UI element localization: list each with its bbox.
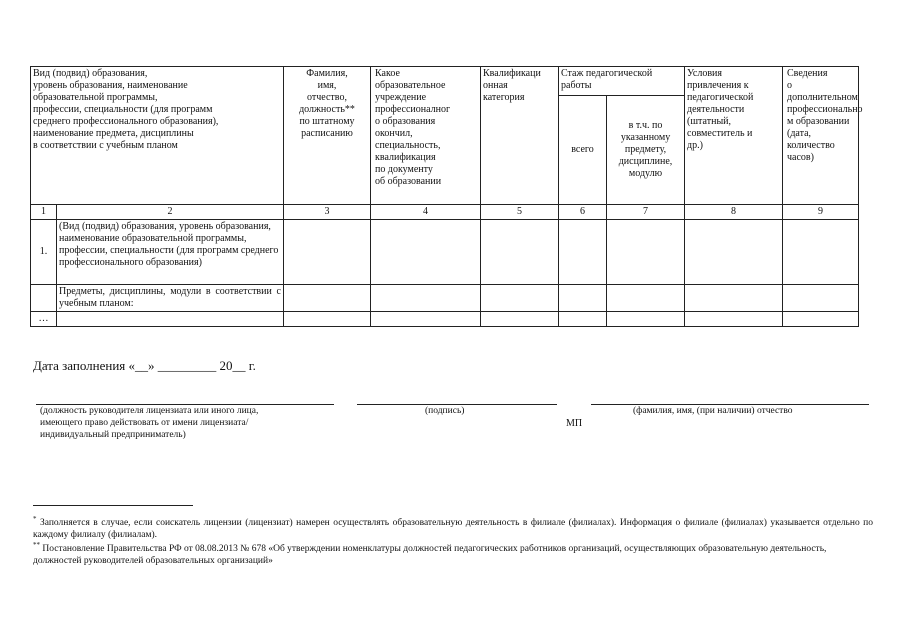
empty-cell (783, 312, 859, 327)
empty-cell (284, 285, 371, 312)
empty-cell (685, 285, 783, 312)
empty-cell (31, 285, 57, 312)
header-col-4: Какое образовательное учреждение профессионалног о образования окончил, специальность, квалификация по документу об образовании (371, 67, 481, 205)
column-number: 4 (371, 205, 481, 220)
column-number: 8 (685, 205, 783, 220)
empty-cell (284, 312, 371, 327)
empty-cell (481, 285, 559, 312)
footnote-1-mark: * (33, 515, 37, 523)
column-number: 6 (559, 205, 607, 220)
empty-cell (371, 220, 481, 285)
footnote-2-mark: ** (33, 541, 40, 549)
header-col-5: Квалификаци онная категория (481, 67, 559, 205)
empty-cell (607, 285, 685, 312)
empty-cell (607, 220, 685, 285)
empty-cell (481, 312, 559, 327)
table-row (31, 312, 859, 327)
stamp-label: МП (566, 418, 583, 429)
empty-cell (481, 220, 559, 285)
footnote-1-text: Заполняется в случае, если соискатель лицензии (лицензиат) намерен осуществлять образовательную деятельность в филиале (филиалах). Информация о филиале (филиалах) указывается отдельно по каждому филиалу (филиалам). (33, 518, 874, 541)
row-subjects-text: Предметы, дисциплины, модули в соответствии с учебным планом: (57, 285, 284, 312)
empty-cell (685, 220, 783, 285)
column-number: 5 (481, 205, 559, 220)
empty-cell (685, 312, 783, 327)
header-col-3: Фамилия, имя, отчество, должность** по штатному расписанию (284, 67, 371, 205)
footnote-2-text: Постановление Правительства РФ от 08.08.2013 № 678 «Об утверждении номенклатуры должностей педагогических работников организаций, осуществляющих образовательную деятельность, должностей руководителей образовательных организаций» (33, 544, 827, 567)
column-number: 1 (31, 205, 57, 220)
empty-cell (559, 312, 607, 327)
header-col-9: Сведения о дополнительном профессионально м образовании (дата, количество часов) (783, 67, 859, 205)
empty-cell (371, 285, 481, 312)
footnote-separator (33, 505, 193, 506)
empty-cell (559, 285, 607, 312)
empty-cell (783, 285, 859, 312)
footnote-2 (33, 539, 873, 567)
column-number: 2 (57, 205, 284, 220)
signature-name-caption: (фамилия, имя, (при наличии) отчество (633, 406, 793, 416)
staff-table (30, 66, 863, 327)
column-number: 7 (607, 205, 685, 220)
empty-cell (57, 312, 284, 327)
date-line: Дата заполнения «__» _________ 20__ г. (33, 358, 256, 373)
footnote-1 (33, 513, 873, 541)
header-col-8: Условия привлечения к педагогической деятельности (штатный, совместитель и др.) (685, 67, 783, 205)
row-number: 1. (31, 220, 57, 285)
signature-sign-caption: (подпись) (425, 406, 465, 416)
table-row (31, 220, 859, 285)
empty-cell (559, 220, 607, 285)
row-ellipsis: … (31, 312, 57, 327)
empty-cell (284, 220, 371, 285)
header-col-2: Вид (подвид) образования, уровень образования, наименование образовательной программы, профессии, специальности (для программ среднего профессионального образования), наименование предмета, дисциплины в соответствии с учебным планом (31, 67, 284, 205)
column-numbers-row (31, 205, 859, 220)
empty-cell (371, 312, 481, 327)
header-col-6: всего (559, 96, 607, 205)
row-program-text: (Вид (подвид) образования, уровень образования, наименование образовательной программы, профессии, специальности (для программ среднего профессионального образования) (57, 220, 284, 285)
column-number: 9 (783, 205, 859, 220)
signature-position-caption: (должность руководителя лицензиата или иного лица, имеющего право действовать от имени лицензиата/ индивидуальный предприниматель) (40, 406, 259, 440)
empty-cell (783, 220, 859, 285)
empty-cell (607, 312, 685, 327)
header-col-7: в т.ч. по указанному предмету, дисциплине, модулю (607, 96, 685, 205)
column-number: 3 (284, 205, 371, 220)
header-stazh: Стаж педагогической работы (559, 67, 685, 96)
table-row (31, 285, 859, 312)
